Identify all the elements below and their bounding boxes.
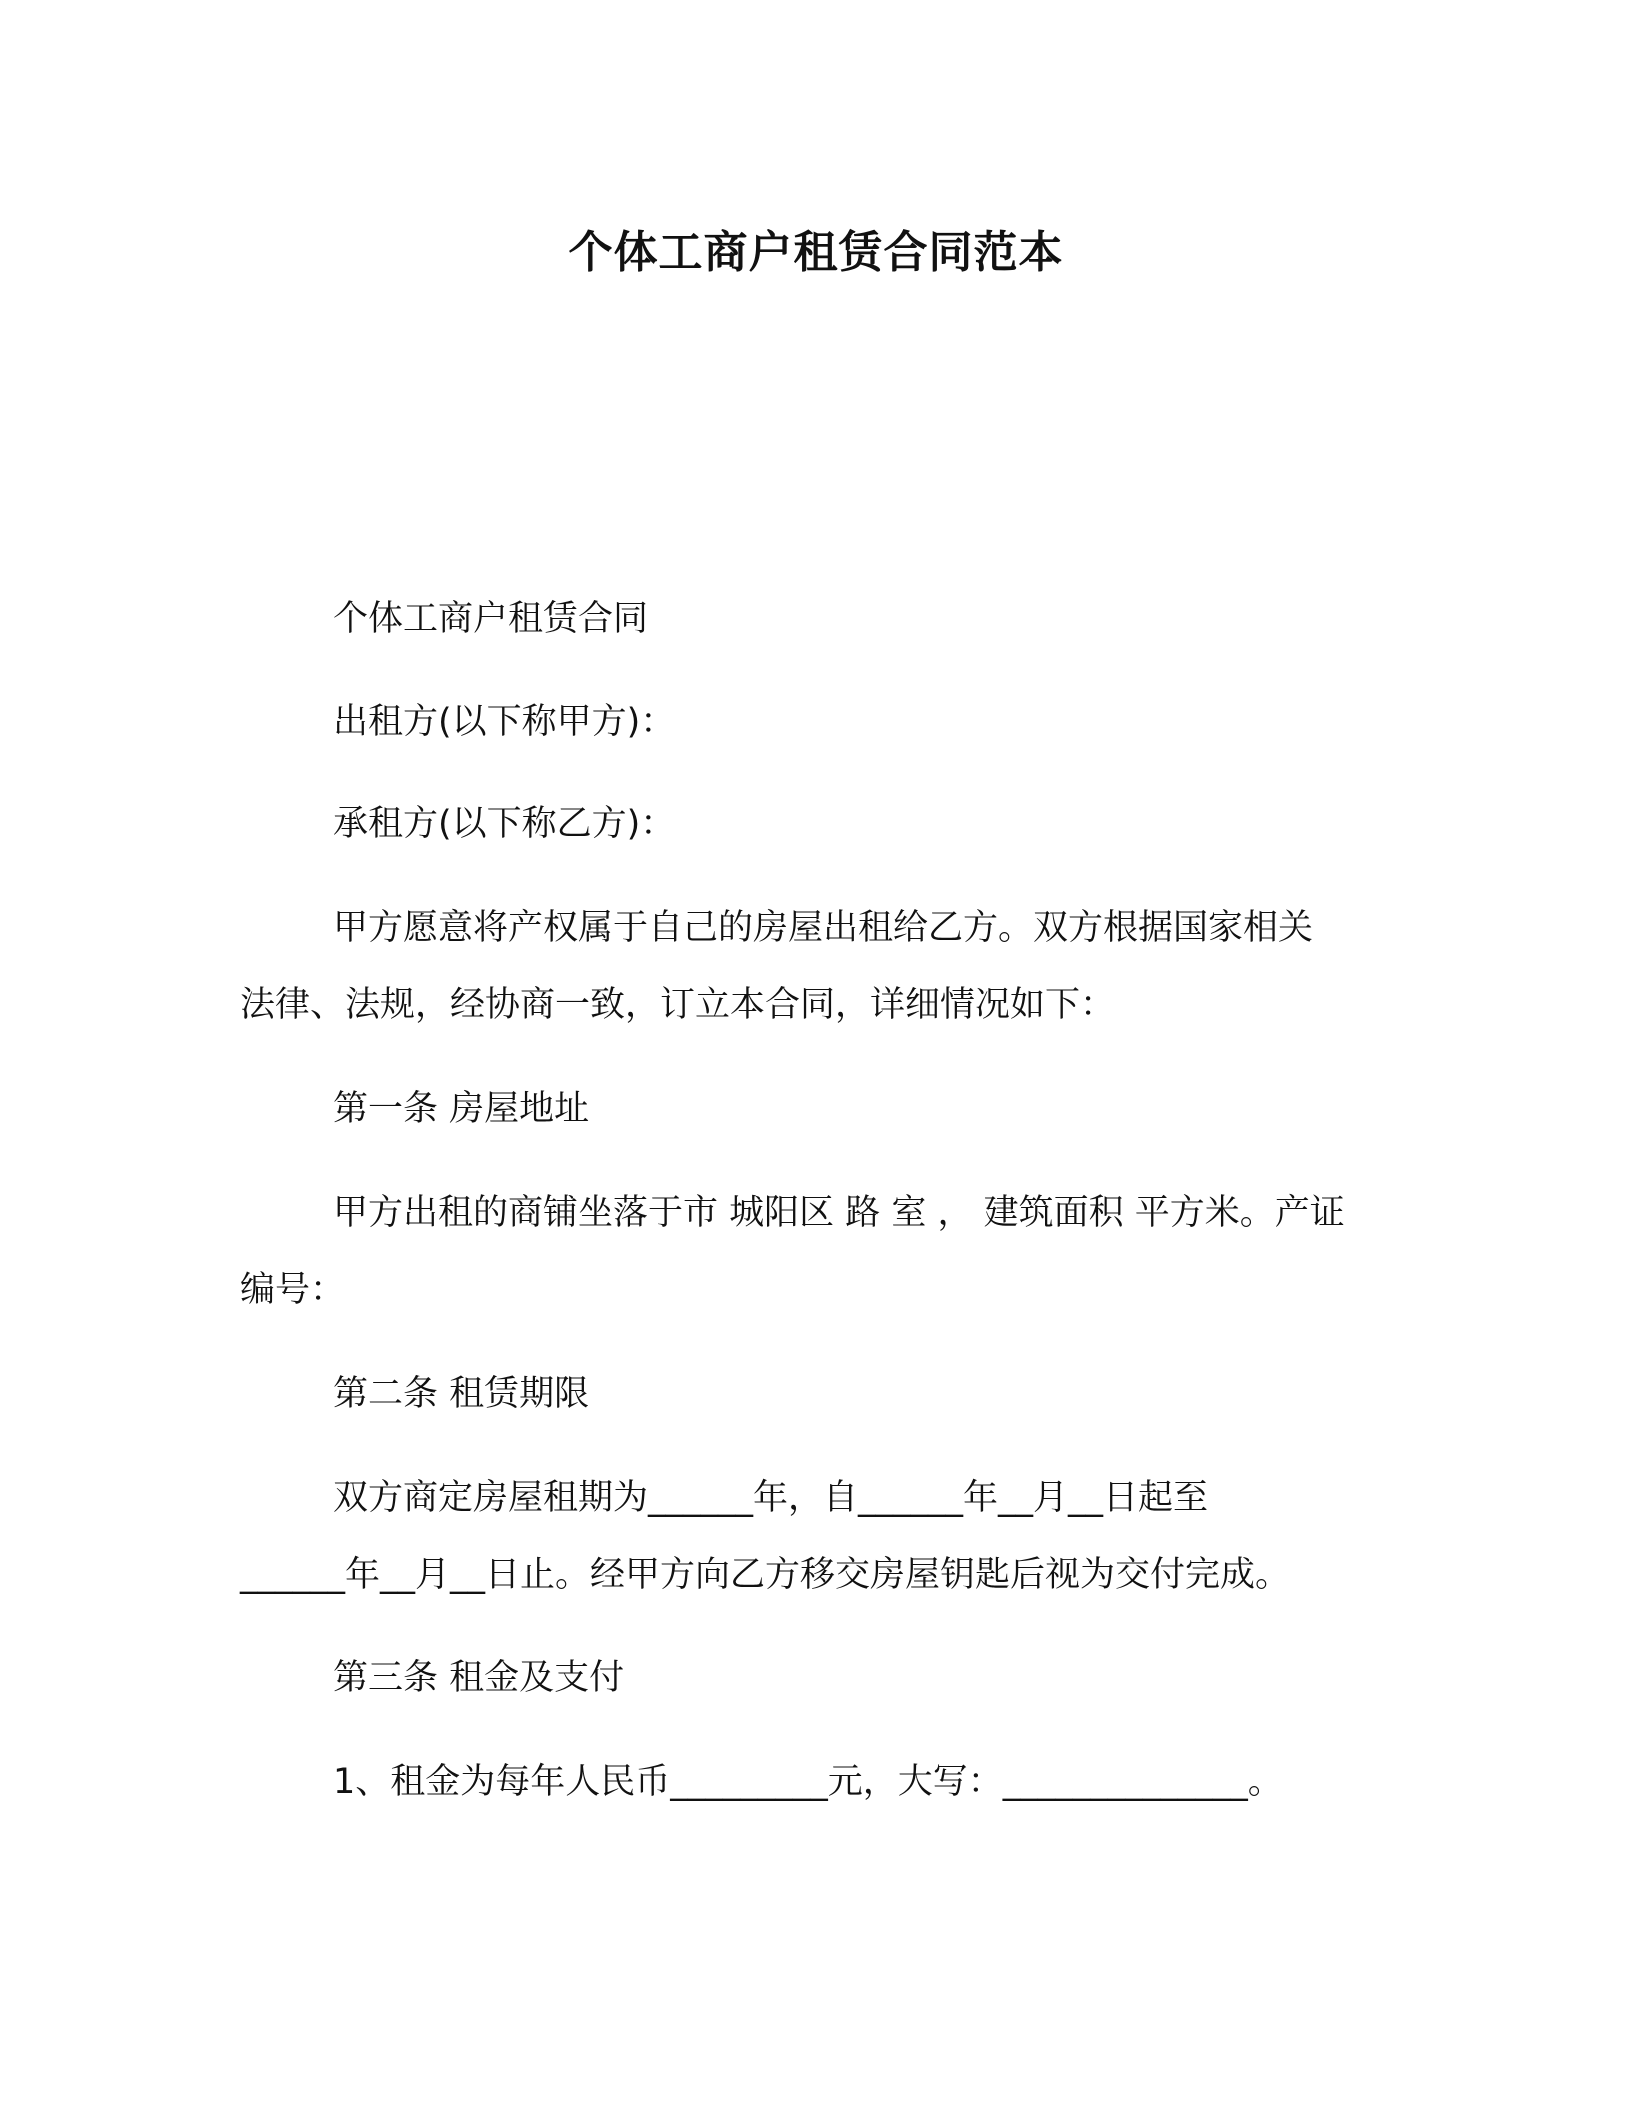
contract-heading: 个体工商户租赁合同 — [333, 599, 649, 639]
document-title: 个体工商户租赁合同范本 — [568, 227, 1064, 278]
intro-paragraph-line-1: 甲方愿意将产权属于自己的房屋出租给乙方。双方根据国家相关 — [333, 908, 1314, 948]
article-1-paragraph-line-2: 编号： — [240, 1270, 346, 1310]
article-3-item-1: 1、租金为每年人民币_________元，大写：______________。 — [333, 1762, 1283, 1802]
article-1-paragraph-line-1: 甲方出租的商铺坐落于市 城阳区 路 室 ， 建筑面积 平方米。产证 — [333, 1193, 1345, 1233]
lessor-line: 出租方(以下称甲方)： — [333, 702, 676, 742]
article-2-paragraph-line-1: 双方商定房屋租期为______年，自______年__月__日起至 — [333, 1478, 1209, 1518]
article-1-heading: 第一条 房屋地址 — [333, 1089, 590, 1129]
article-2-heading: 第二条 租赁期限 — [333, 1374, 590, 1414]
article-2-paragraph-line-2: ______年__月__日止。经甲方向乙方移交房屋钥匙后视为交付完成。 — [240, 1555, 1291, 1595]
article-3-heading: 第三条 租金及支付 — [333, 1658, 625, 1698]
lessee-line: 承租方(以下称乙方)： — [333, 804, 676, 844]
intro-paragraph-line-2: 法律、法规，经协商一致，订立本合同，详细情况如下： — [240, 985, 1116, 1025]
